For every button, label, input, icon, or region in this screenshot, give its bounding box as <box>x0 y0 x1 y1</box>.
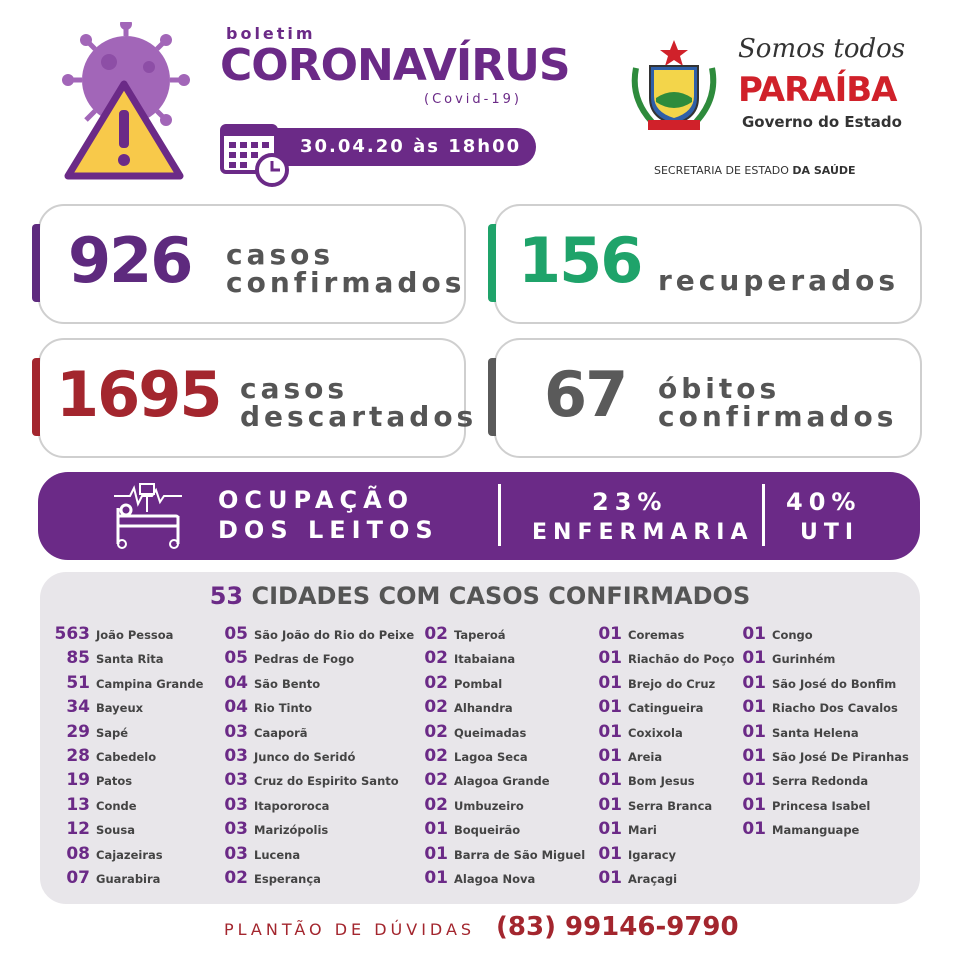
city-row <box>48 795 203 819</box>
city-name: Araçagi <box>628 871 678 886</box>
city-case-count: 02 <box>424 697 448 718</box>
confirmed-accent <box>32 224 40 302</box>
city-row <box>220 722 414 746</box>
city-name: Riacho Dos Cavalos <box>772 701 898 716</box>
city-row <box>594 746 734 770</box>
city-case-count: 85 <box>66 648 90 669</box>
city-case-count: 02 <box>424 624 448 644</box>
cities-count: 53 <box>209 582 244 610</box>
icu-label: UTI <box>800 520 860 545</box>
city-name: Areia <box>628 749 663 764</box>
city-name: Taperoá <box>454 628 506 642</box>
city-name: Princesa Isabel <box>772 798 871 813</box>
deaths-value: 67 <box>544 358 627 431</box>
city-name: Alhandra <box>454 701 513 716</box>
city-row <box>220 673 414 697</box>
state-crest-icon <box>626 38 722 134</box>
secretaria-label <box>654 164 856 177</box>
city-name: Pedras de Fogo <box>254 652 355 667</box>
city-case-count: 563 <box>54 624 90 644</box>
city-name: Coremas <box>628 628 685 642</box>
city-row <box>48 819 203 843</box>
city-name: Riachão do Poço <box>628 652 735 667</box>
virus-warning-icon <box>54 22 194 182</box>
city-name: Campina Grande <box>96 676 204 691</box>
city-row <box>220 795 414 819</box>
beds-divider-1 <box>498 484 501 546</box>
city-case-count: 28 <box>66 745 90 766</box>
secretaria-bold: DA SAÚDE <box>792 164 856 177</box>
city-name: Santa Helena <box>772 725 859 740</box>
city-name: Coxixola <box>628 725 683 740</box>
city-name: São Bento <box>254 676 321 691</box>
city-row <box>48 844 203 868</box>
bulletin-label: boletim <box>226 24 316 43</box>
beds-divider-2 <box>762 484 765 546</box>
city-row <box>220 746 414 770</box>
city-name: Cajazeiras <box>96 847 163 862</box>
city-name: Sapé <box>96 725 129 740</box>
city-case-count: 01 <box>742 697 766 718</box>
city-name: Catingueira <box>628 701 704 716</box>
city-name: Santa Rita <box>96 652 164 667</box>
city-name: Serra Redonda <box>772 774 869 789</box>
city-row <box>594 795 734 819</box>
confirmed-value: 926 <box>68 224 192 297</box>
city-row <box>738 819 909 843</box>
helpline-phone[interactable]: (83) 99146-9790 <box>496 912 739 942</box>
city-row <box>420 746 585 770</box>
city-case-count: 01 <box>598 697 622 718</box>
city-name: Alagoa Nova <box>454 871 536 886</box>
deaths-card <box>494 338 922 458</box>
calendar-clock-icon <box>220 124 296 188</box>
city-row <box>220 648 414 672</box>
city-case-count: 04 <box>224 697 248 718</box>
city-case-count: 02 <box>424 745 448 766</box>
city-row <box>594 819 734 843</box>
city-case-count: 02 <box>424 648 448 669</box>
cities-column <box>48 624 203 892</box>
cities-column <box>420 624 585 892</box>
city-name: Caaporã <box>254 725 308 740</box>
city-name: Serra Branca <box>628 798 713 813</box>
cities-title-text: CIDADES COM CASOS CONFIRMADOS <box>251 582 751 610</box>
city-row <box>48 673 203 697</box>
discarded-label-2: descartados <box>240 400 478 433</box>
city-row <box>594 697 734 721</box>
city-name: Cabedelo <box>96 749 157 764</box>
city-case-count: 01 <box>598 794 622 815</box>
city-row <box>594 648 734 672</box>
city-case-count: 08 <box>66 843 90 864</box>
city-case-count: 04 <box>224 672 248 693</box>
city-row <box>738 722 909 746</box>
cities-column <box>594 624 734 892</box>
city-name: João Pessoa <box>96 628 174 642</box>
city-row <box>220 844 414 868</box>
deaths-label-1: óbitos <box>658 372 781 405</box>
city-row <box>420 648 585 672</box>
confirmed-label-1: casos <box>226 238 335 271</box>
government-label: Governo do Estado <box>742 113 902 131</box>
city-name: São João do Rio do Peixe <box>254 628 415 642</box>
city-case-count: 03 <box>224 745 248 766</box>
cities-column <box>738 624 909 844</box>
recovered-accent <box>488 224 496 302</box>
city-name: Rio Tinto <box>254 701 313 716</box>
city-name: Alagoa Grande <box>454 774 550 789</box>
city-name: Junco do Seridó <box>254 749 356 764</box>
city-case-count: 03 <box>224 721 248 742</box>
city-row <box>48 624 203 648</box>
discarded-accent <box>32 358 40 436</box>
date-banner <box>220 124 538 170</box>
city-case-count: 51 <box>66 672 90 693</box>
city-row <box>594 722 734 746</box>
secretaria-prefix: SECRETARIA DE ESTADO <box>654 164 789 177</box>
city-row <box>420 819 585 843</box>
city-row <box>738 795 909 819</box>
city-case-count: 05 <box>224 648 248 669</box>
city-name: Itabaiana <box>454 652 516 667</box>
city-row <box>594 673 734 697</box>
city-case-count: 01 <box>424 819 448 840</box>
city-case-count: 01 <box>598 843 622 864</box>
helpline-label: PLANTÃO DE DÚVIDAS <box>224 920 476 939</box>
city-name: Mari <box>628 823 657 838</box>
city-name: Gurinhém <box>772 652 836 667</box>
city-name: Congo <box>772 628 813 642</box>
city-name: Marizópolis <box>254 823 329 838</box>
bed-occupancy-banner <box>38 472 920 560</box>
city-case-count: 01 <box>742 721 766 742</box>
city-case-count: 01 <box>742 672 766 693</box>
hospital-bed-icon <box>112 482 184 550</box>
city-case-count: 01 <box>598 624 622 644</box>
city-name: Igaracy <box>628 847 677 862</box>
city-name: Lagoa Seca <box>454 749 528 764</box>
city-case-count: 02 <box>224 867 248 888</box>
city-name: Cruz do Espirito Santo <box>254 774 399 789</box>
city-row <box>420 722 585 746</box>
city-case-count: 12 <box>66 819 90 840</box>
confirmed-label-2: confirmados <box>226 266 466 299</box>
city-case-count: 01 <box>424 867 448 888</box>
city-row <box>220 697 414 721</box>
city-row <box>738 624 909 648</box>
city-name: Bom Jesus <box>628 774 695 789</box>
city-case-count: 02 <box>424 672 448 693</box>
beds-label-2: DOS LEITOS <box>218 516 439 544</box>
cities-panel <box>40 572 920 904</box>
ward-label: ENFERMARIA <box>532 520 754 545</box>
city-row <box>738 673 909 697</box>
city-row <box>738 770 909 794</box>
city-row <box>48 722 203 746</box>
city-row <box>594 624 734 648</box>
recovered-value: 156 <box>518 224 642 297</box>
city-name: Esperança <box>254 871 321 886</box>
city-case-count: 03 <box>224 770 248 791</box>
city-row <box>48 868 203 892</box>
city-name: Bayeux <box>96 701 144 716</box>
cities-title <box>40 582 920 610</box>
city-row <box>420 770 585 794</box>
discarded-card <box>38 338 478 458</box>
city-name: Itapororoca <box>254 798 330 813</box>
city-row <box>220 624 414 648</box>
city-row <box>594 868 734 892</box>
city-name: Umbuzeiro <box>454 798 524 813</box>
city-case-count: 19 <box>66 770 90 791</box>
deaths-label-2: confirmados <box>658 400 898 433</box>
page-subtitle: (Covid-19) <box>424 92 522 107</box>
city-name: Patos <box>96 774 133 789</box>
city-case-count: 13 <box>66 794 90 815</box>
beds-label-1: OCUPAÇÃO <box>218 486 415 514</box>
city-case-count: 01 <box>598 745 622 766</box>
bulletin-datetime: 30.04.20 às 18h00 <box>300 136 522 157</box>
city-row <box>420 624 585 648</box>
city-case-count: 01 <box>424 843 448 864</box>
city-case-count: 01 <box>742 624 766 644</box>
discarded-label-1: casos <box>240 372 349 405</box>
city-row <box>420 697 585 721</box>
city-case-count: 34 <box>66 697 90 718</box>
recovered-label: recuperados <box>658 264 900 297</box>
city-case-count: 29 <box>66 721 90 742</box>
city-case-count: 01 <box>598 867 622 888</box>
city-name: Sousa <box>96 823 135 838</box>
city-case-count: 01 <box>742 819 766 840</box>
city-row <box>48 770 203 794</box>
city-case-count: 01 <box>742 745 766 766</box>
city-row <box>48 648 203 672</box>
page-title: CORONAVÍRUS <box>220 40 570 91</box>
city-name: Conde <box>96 798 137 813</box>
city-row <box>738 697 909 721</box>
city-name: Lucena <box>254 847 301 862</box>
city-case-count: 02 <box>424 770 448 791</box>
city-row <box>420 795 585 819</box>
icu-occupancy-value: 40% <box>786 488 862 516</box>
city-case-count: 01 <box>598 721 622 742</box>
confirmed-card <box>38 204 466 324</box>
city-name: Queimadas <box>454 725 527 740</box>
city-row <box>220 770 414 794</box>
city-name: Mamanguape <box>772 823 860 838</box>
city-case-count: 03 <box>224 794 248 815</box>
city-row <box>420 673 585 697</box>
city-row <box>420 844 585 868</box>
city-row <box>738 648 909 672</box>
city-row <box>738 746 909 770</box>
city-case-count: 01 <box>598 672 622 693</box>
city-row <box>220 868 414 892</box>
city-case-count: 01 <box>742 770 766 791</box>
ward-occupancy-value: 23% <box>592 488 668 516</box>
city-name: Boqueirão <box>454 823 521 838</box>
city-case-count: 01 <box>598 819 622 840</box>
state-name: PARAÍBA <box>738 70 897 110</box>
city-case-count: 07 <box>66 867 90 888</box>
city-name: Barra de São Miguel <box>454 847 586 862</box>
slogan-somos: Somos todos <box>738 34 906 64</box>
city-name: São José De Piranhas <box>772 749 909 764</box>
city-row <box>594 770 734 794</box>
city-case-count: 02 <box>424 721 448 742</box>
city-case-count: 01 <box>742 794 766 815</box>
recovered-card <box>494 204 922 324</box>
city-row <box>48 697 203 721</box>
city-case-count: 03 <box>224 843 248 864</box>
city-case-count: 01 <box>598 648 622 669</box>
city-name: Brejo do Cruz <box>628 676 716 691</box>
discarded-value: 1695 <box>56 358 221 431</box>
city-name: Guarabira <box>96 871 161 886</box>
deaths-accent <box>488 358 496 436</box>
cities-column <box>220 624 414 892</box>
city-row <box>594 844 734 868</box>
city-name: São José do Bonfim <box>772 676 897 691</box>
city-case-count: 01 <box>742 648 766 669</box>
city-row <box>420 868 585 892</box>
city-name: Pombal <box>454 676 503 691</box>
city-case-count: 05 <box>224 624 248 644</box>
city-row <box>48 746 203 770</box>
city-case-count: 03 <box>224 819 248 840</box>
city-row <box>220 819 414 843</box>
city-case-count: 01 <box>598 770 622 791</box>
city-case-count: 02 <box>424 794 448 815</box>
